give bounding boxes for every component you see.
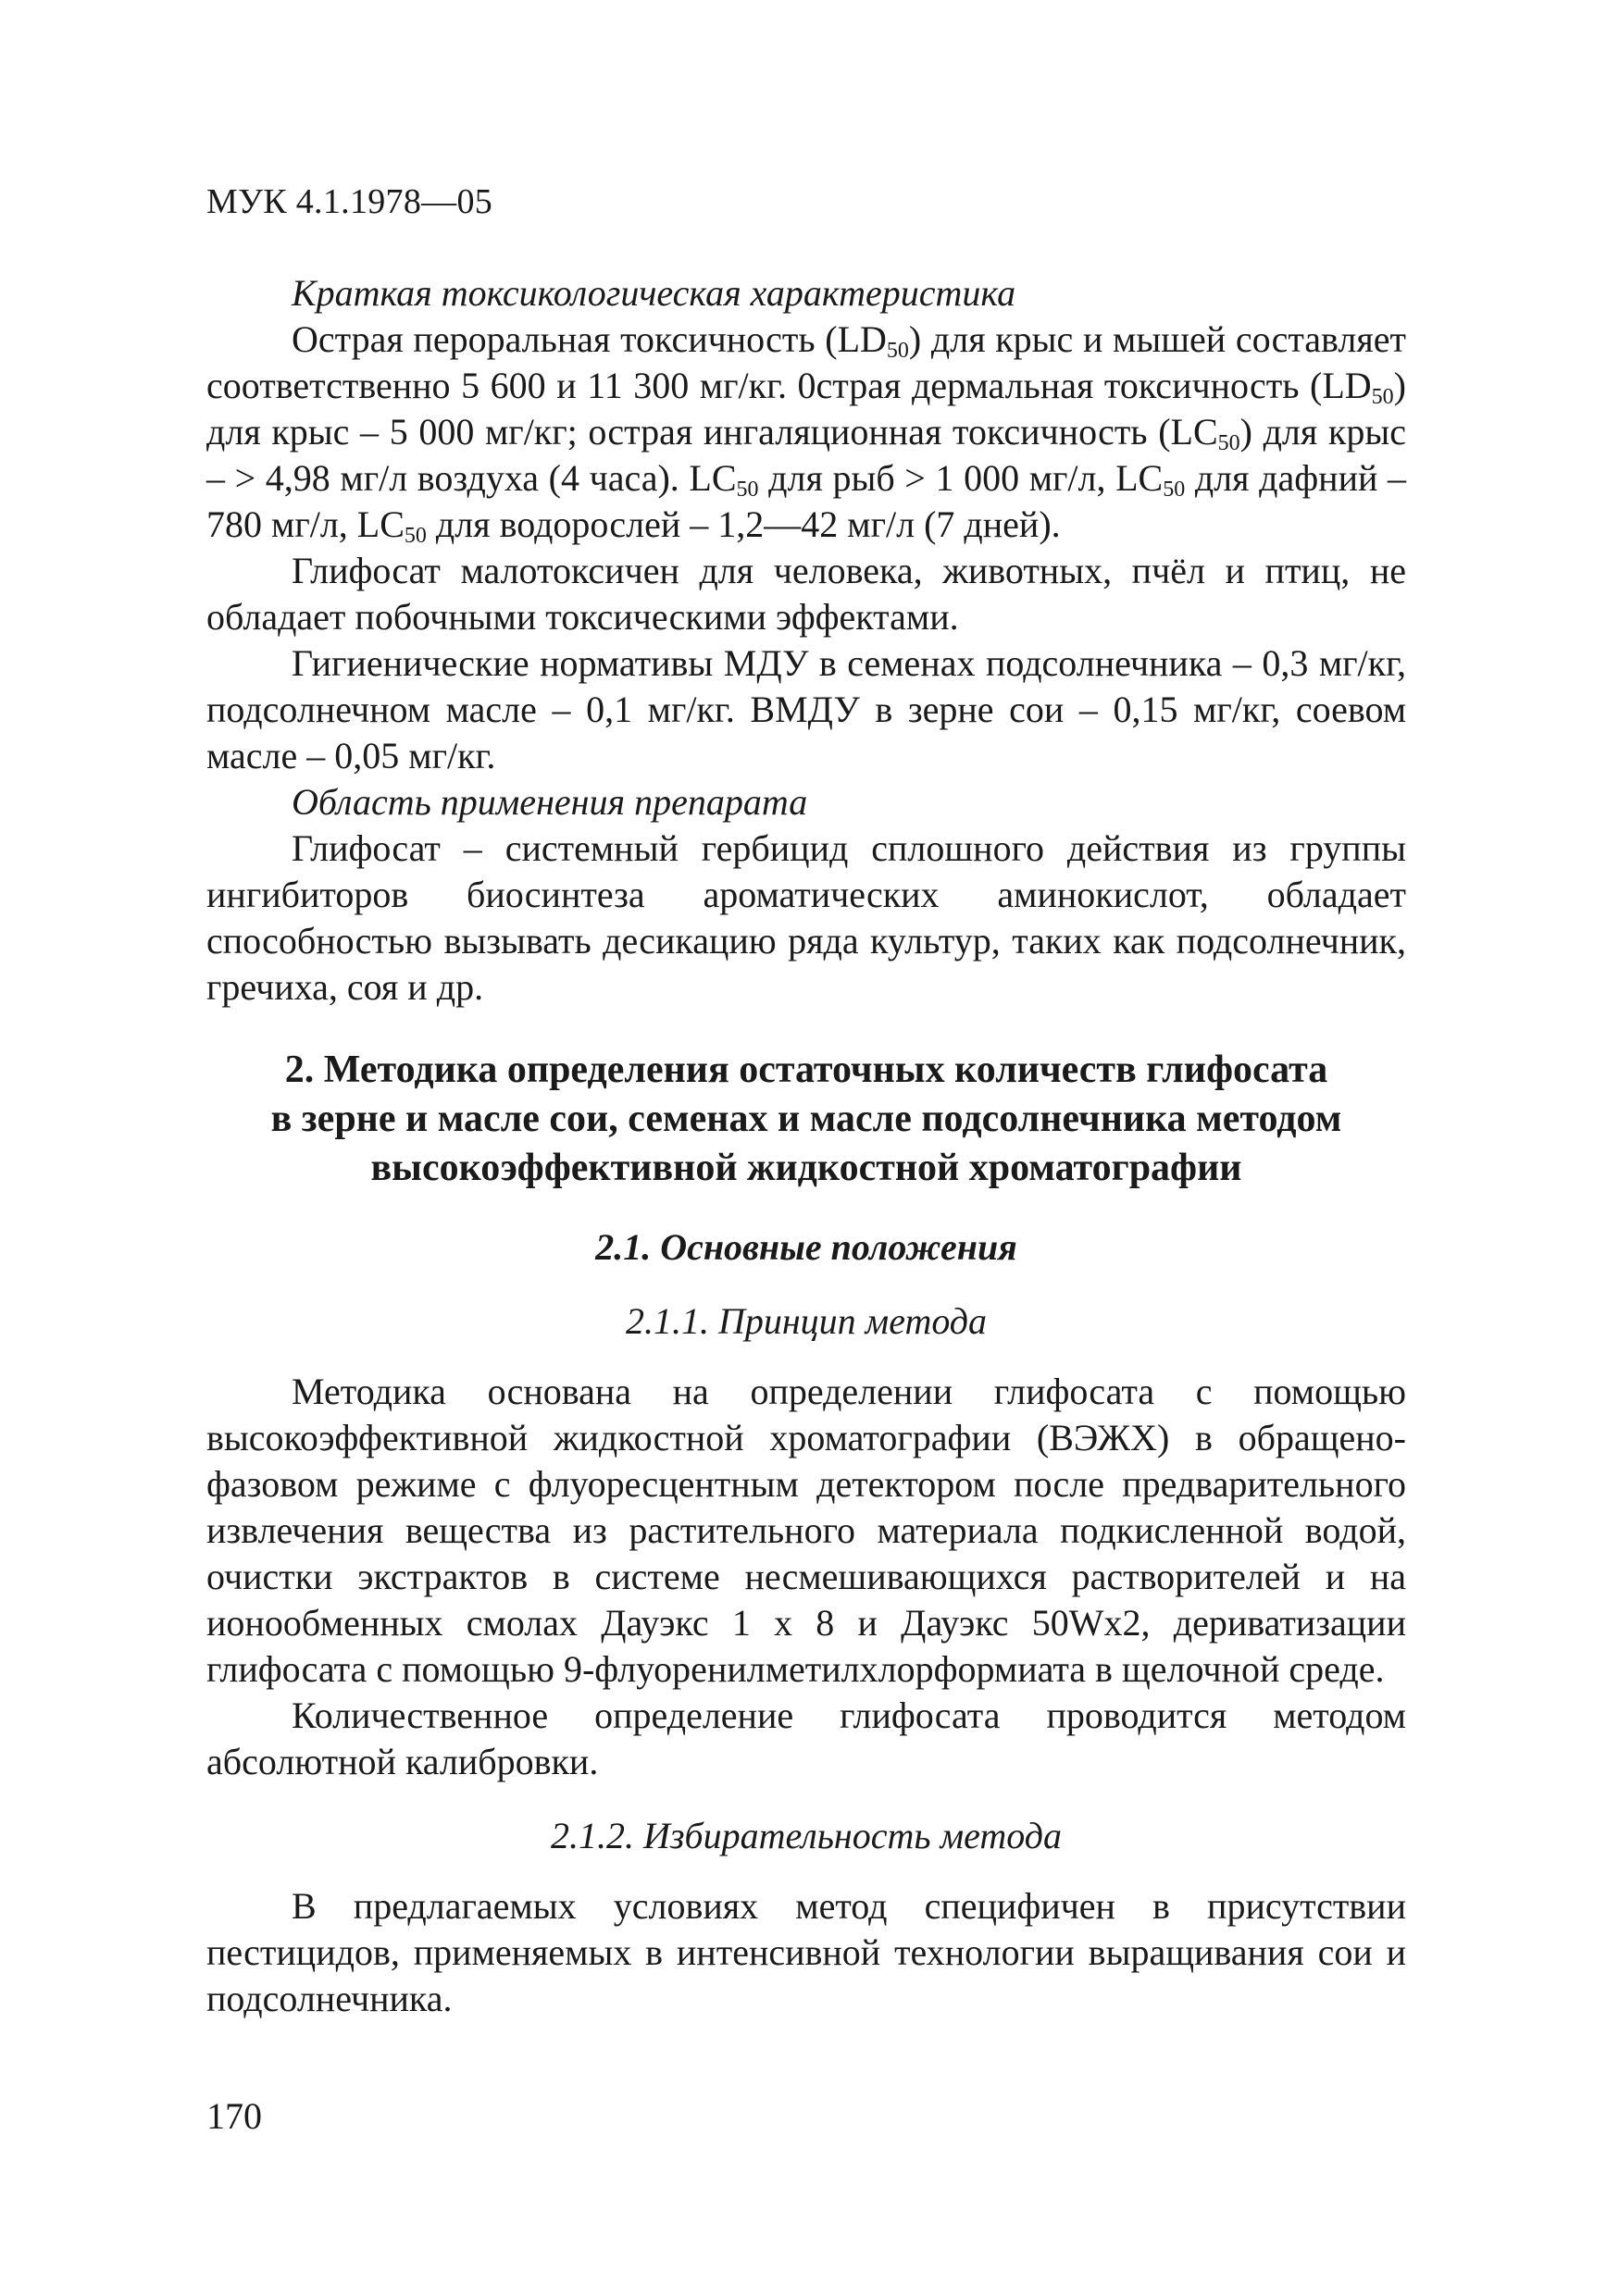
section-2-title-line-2: в зерне и масле сои, семенах и масле подсолнечника методом [270, 1098, 1342, 1140]
section-2-title-line-1: 2. Методика определения остаточных количеств глифосата [284, 1049, 1328, 1091]
tox-paragraph-ld50: Острая пероральная токсичность $(LD_{50})$ для крыс и мышей составляет соответственно 5 600 и 11 300 мг/кг. 0страя дермальная токсичность $(LD_{50})$ для крыс – 5 000 мг/кг; острая ингаляционная токсичность $(LC_{50})$ для крыс – > 4,98 мг/л воздуха (4 часа). $LC_{50}$ для рыб > 1 000 мг/л, $LC_{50}$ для дафний – 780 мг/л, $LC_{50}$ для водорослей – 1,2—42 мг/л (7 дней). [206, 318, 1407, 548]
application-paragraph: Глифосат – системный гербицид сплошного действия из группы ингибиторов биосинтеза ароматических аминокислот, обладает способностью вызывать десикацию ряда культур, таких как подсолнечник, гречиха, соя и др. [206, 827, 1406, 1008]
principle-paragraph-2: Количественное определение глифосата проводится методом абсолютной калибровки. [206, 1694, 1406, 1782]
subsection-2-1-title: 2.1. Основные положения [595, 1226, 1017, 1268]
tox-heading: Краткая токсикологическая характеристика [292, 272, 1016, 314]
principle-paragraph-1: Методика основана на определении глифосата с помощью высокоэффективной жидкостной хроматографии (ВЭЖХ) в обращено-фазовом режиме с флуоресцентным детектором после предварительного извлечения вещества из растительного материала подкисленной водой, очистки экстрактов в системе несмешивающихся растворителей и на ионообменных смолах Дауэкс 1 x 8 и Дауэкс 50Wx2, дериватизации глифосата с помощью 9-флуоренилметилхлорформиата в щелочной среде. [206, 1371, 1406, 1690]
selectivity-paragraph: В предлагаемых условиях метод специфичен в присутствии пестицидов, применяемых в интенсивной технологии выращивания сои и подсолнечника. [206, 1885, 1406, 2019]
tox-paragraph-low-toxicity: Глифосат малотоксичен для человека, животных, пчёл и птиц, не обладает побочными токсическими эффектами. [206, 550, 1406, 638]
document-body [206, 270, 1406, 2022]
section-2-title [206, 1046, 1406, 1193]
document-code-header: МУК 4.1.1978—05 [206, 182, 493, 221]
application-heading: Область применения препарата [292, 781, 808, 823]
subsection-2-1-1-title: 2.1.1. Принцип метода [625, 1300, 988, 1342]
page-number: 170 [206, 2095, 262, 2137]
subsection-2-1-2-title: 2.1.2. Избирательность метода [551, 1815, 1062, 1856]
tox-paragraph-hygiene-norms: Гигиенические нормативы МДУ в семенах подсолнечника – 0,3 мг/кг, подсолнечном масле – 0,1 мг/кг. ВМДУ в зерне сои – 0,15 мг/кг, соевом масле – 0,05 мг/кг. [206, 642, 1406, 776]
section-2-title-line-3: высокоэффективной жидкостной хроматографии [370, 1147, 1242, 1189]
